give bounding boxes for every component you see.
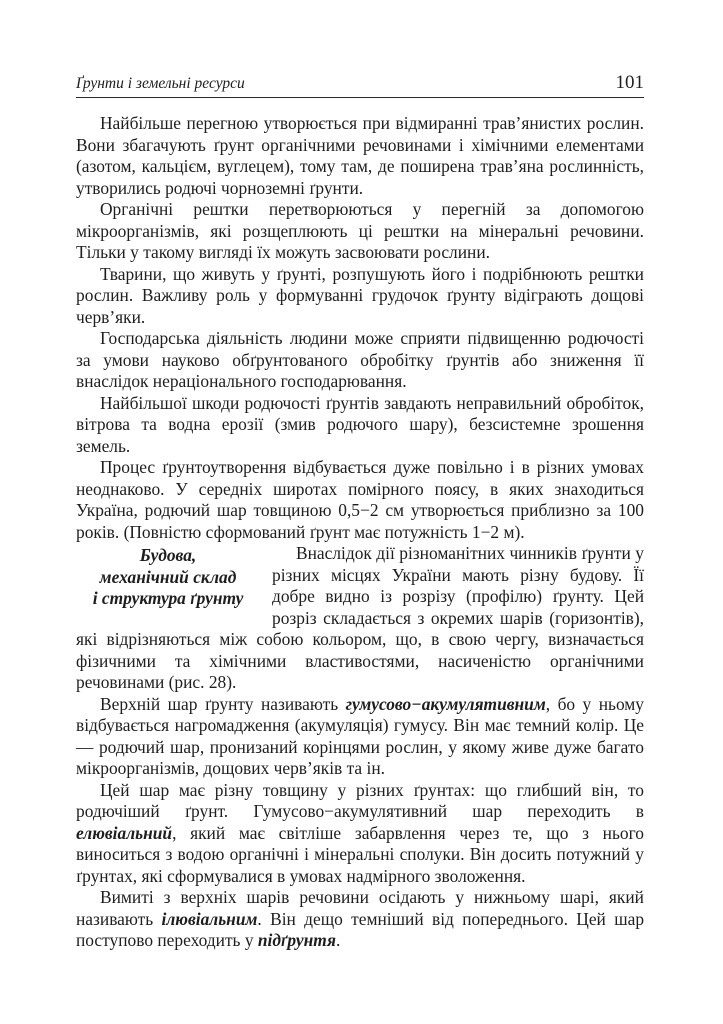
- paragraph-eluvial-layer: Цей шар має різну товщину у різних ґрунтах: що глибший він, то родючіший ґрунт. Гумусово−акумулятивний шар переходить в елювіальний, який має світліше забарвлення через те, що з нього виноситься з водою органічні і мінеральні сполуки. Він досить потужний у ґрунтах, які сформувалися в умовах надмірного зволоження.: [76, 779, 644, 886]
- term-illuvial: ілювіальним: [161, 908, 258, 929]
- section-heading-line: і структура ґрунту: [92, 588, 244, 608]
- running-header: [76, 71, 644, 98]
- paragraph-illuvial-layer: Вимиті з верхніх шарів речовини осідають у нижньому шарі, який називають ілювіальним. Він дещо темніший від попереднього. Цей шар поступово переходить у підґрунтя.: [76, 887, 645, 950]
- term-subsoil: підґрунтя: [257, 930, 336, 950]
- section-heading-line: Будова,: [139, 545, 197, 565]
- paragraph-humus: Найбільше перегною утворюється при відмиранні трав’янистих рослин. Вони збагачують ґрунт органічними речовинами і хімічними елементами (азотом, кальцієм, вуглецем), тому там, де поширена трав’яна рослинність, утворились родючі чорноземні ґрунти.: [76, 113, 644, 198]
- paragraph-organic-remains: Органічні рештки перетворюються у перегній за допомогою мікроорганізмів, які розщеплюють ці рештки на мінеральні речовини. Тільки у такому вигляді їх можуть засвоювати рослини.: [76, 199, 644, 262]
- term-eluvial: елювіальний: [76, 822, 173, 843]
- paragraph-human-activity: Господарська діяльність людини може сприяти підвищенню родючості за умови науково обґрунтованого обробітку ґрунтів або зниження її внаслідок нераціонального господарювання.: [76, 328, 644, 391]
- page-body: [76, 113, 644, 952]
- running-title: Ґрунти і земельні ресурси: [76, 75, 245, 92]
- paragraph-soil-animals: Тварини, що живуть у ґрунті, розпушують його і подрібнюють рештки рослин. Важливу роль у формуванні грудочок ґрунту відіграють дощові черв’яки.: [76, 263, 644, 327]
- page-number: 101: [615, 72, 644, 93]
- paragraph-humus-layer: Верхній шар ґрунту називають гумусово−акумулятивним, бо у ньому відбувається нагромадження (акумуляція) гумусу. Він має темний колір. Це — родючий шар, пронизаний корінцями рослин, у якому живе дуже багато мікроорганізмів, дощових черв’яків та ін.: [76, 693, 645, 778]
- section-heading: [76, 545, 260, 610]
- section-heading-line: механічний склад: [99, 566, 237, 587]
- paragraph-fertility-damage: Найбільшої шкоди родючості ґрунтів завдають неправильний обробіток, вітрова та водна ерозії (змив родючого шару), безсистемне зрошення земель.: [76, 392, 644, 456]
- paragraph-soil-formation: Процес ґрунтоутворення відбувається дуже повільно і в різних умовах неоднаково. У середніх широтах помірного поясу, в яких знаходиться Україна, родючий шар товщиною 0,5−2 см утворюється приблизно за 100 років. (Повністю сформований ґрунт має потужність 1−2 м).: [76, 457, 644, 542]
- paragraph-soil-structure: Внаслідок дії різноманітних чинників ґрунти у різних місцях України мають різну будову. Її добре видно із розрізу (профілю) ґрунту. Цей розріз складається з окремих шарів (горизонтів), які відрізняються між собою кольором, що, в свою чергу, визначається фізичними та хімічними властивостями, насиченістю органічними речовинами (рис. 28).: [76, 543, 644, 692]
- term-humus-accumulative: гумусово−акумулятивним: [345, 693, 546, 714]
